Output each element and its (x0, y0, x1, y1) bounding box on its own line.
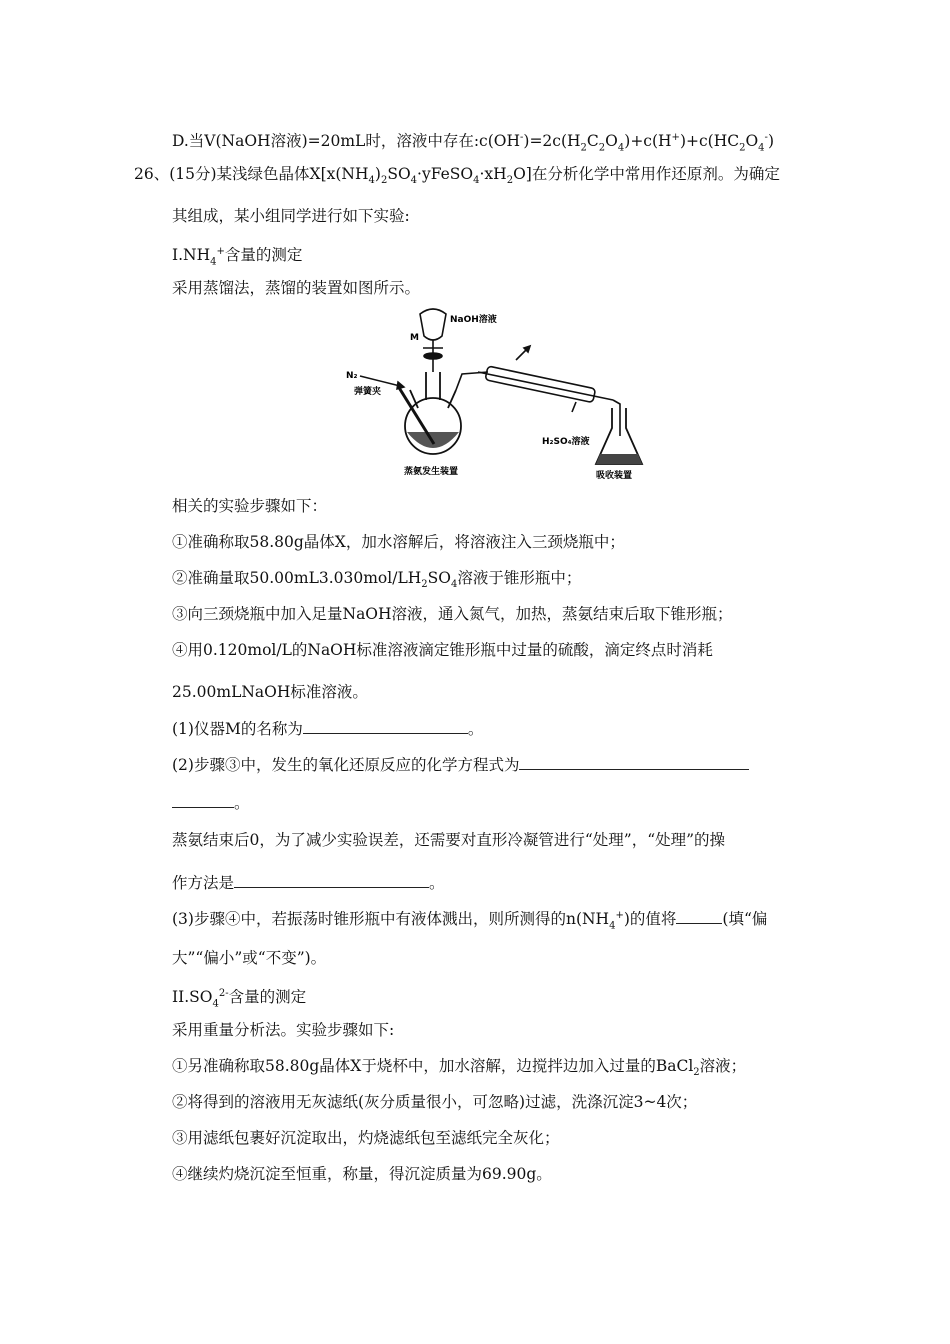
part-2-title: $II.SO_4^{2-}$含量的测定 (172, 988, 307, 1010)
three-neck-flask (398, 372, 461, 454)
question-2: (2)步骤③中，发生的氧化还原反应的化学方程式为 (172, 754, 749, 775)
question-2-method: 作方法是 。 (172, 874, 445, 892)
label-absorber: 吸收装置 (596, 471, 633, 481)
part-2-step-2: ②将得到的溶液用无灰滤纸(灰分质量很小，可忽略)过滤，洗涤沉淀3~4次； (172, 1093, 698, 1111)
question-26-heading: 26、(15分)某浅绿色晶体$X[x(NH_4)_2SO_4\cdot yFeSO_4\cdot xH_2O]$在分析化学中常用作还原剂。为确定 (134, 165, 780, 187)
label-generator: 蒸氨发生装置 (404, 467, 459, 477)
part-2-step-3: ③用滤纸包裹好沉淀取出，灼烧滤纸包至滤纸完全灰化； (172, 1129, 560, 1147)
distillation-apparatus-diagram (338, 304, 648, 482)
step-1: ①准确称取58.80g晶体X，加水溶解后，将溶液注入三颈烧瓶中； (172, 533, 625, 551)
label-h2so4-solution: H₂SO₄溶液 (542, 437, 590, 447)
answer-blank-2b[interactable] (172, 792, 234, 808)
label-spring-clamp: 弹簧夹 (354, 387, 382, 397)
question-26-line2: 其组成，某小组同学进行如下实验: (172, 207, 410, 225)
part-1-intro: 采用蒸馏法，蒸馏的装置如图所示。 (172, 279, 421, 297)
part-2-step-1: ①另准确称取58.80g晶体X于烧杯中，加水溶解，边搅拌边加入过量的BaCl$_2$溶液； (172, 1057, 747, 1079)
conical-flask (596, 408, 642, 464)
label-n2: N₂ (346, 371, 358, 381)
adapter-tube (613, 400, 620, 436)
question-2-cont: 。 (172, 792, 250, 813)
part-1-title: $I.NH_4^+$含量的测定 (172, 246, 303, 268)
option-d: D.当V(NaOH溶液)=20mL时，溶液中存在$:c(OH^-)=2c(H_2C_2O_4)+c(H^+)+c(HC_2O_4^-)$ (172, 132, 774, 154)
part-2-step-4: ④继续灼烧沉淀至恒重，称量，得沉淀质量为69.90g。 (172, 1165, 552, 1183)
label-naoh-solution: NaOH溶液 (450, 315, 497, 325)
label-m: M (410, 333, 419, 343)
question-number: 26、 (134, 165, 170, 183)
answer-blank-2[interactable] (519, 754, 749, 770)
question-3-cont: 大”“偏小”或“不变”)。 (172, 949, 327, 967)
delivery-tube (456, 372, 488, 390)
question-2-note: 蒸氨结束后0，为了减少实验误差，还需要对直形冷凝管进行“处理”，“处理”的操 (172, 831, 726, 849)
steps-intro: 相关的实验步骤如下： (172, 497, 328, 515)
condenser (478, 346, 613, 412)
separatory-funnel (420, 309, 446, 372)
step-2: ②准确量取$50.00mL3.030mol/LH_2SO_4$溶液于锥形瓶中； (172, 569, 582, 591)
question-3: (3)步骤④中，若振荡时锥形瓶中有液体溅出，则所测得的$n(NH_4^+)$的值将 (填“偏 (172, 910, 768, 932)
step-4: ④用0.120mol/L的NaOH标准溶液滴定锥形瓶中过量的硫酸，滴定终点时消耗 (172, 641, 713, 659)
answer-blank-4[interactable] (676, 908, 722, 924)
answer-blank-3[interactable] (234, 872, 429, 888)
step-3: ③向三颈烧瓶中加入足量NaOH溶液，通入氮气，加热，蒸氨结束后取下锥形瓶； (172, 605, 733, 623)
step-4-cont: 25.00mLNaOH标准溶液。 (172, 683, 368, 701)
answer-blank-1[interactable] (303, 718, 468, 734)
part-2-intro: 采用重量分析法。实验步骤如下: (172, 1021, 395, 1039)
question-1: (1)仪器M的名称为 。 (172, 720, 484, 738)
